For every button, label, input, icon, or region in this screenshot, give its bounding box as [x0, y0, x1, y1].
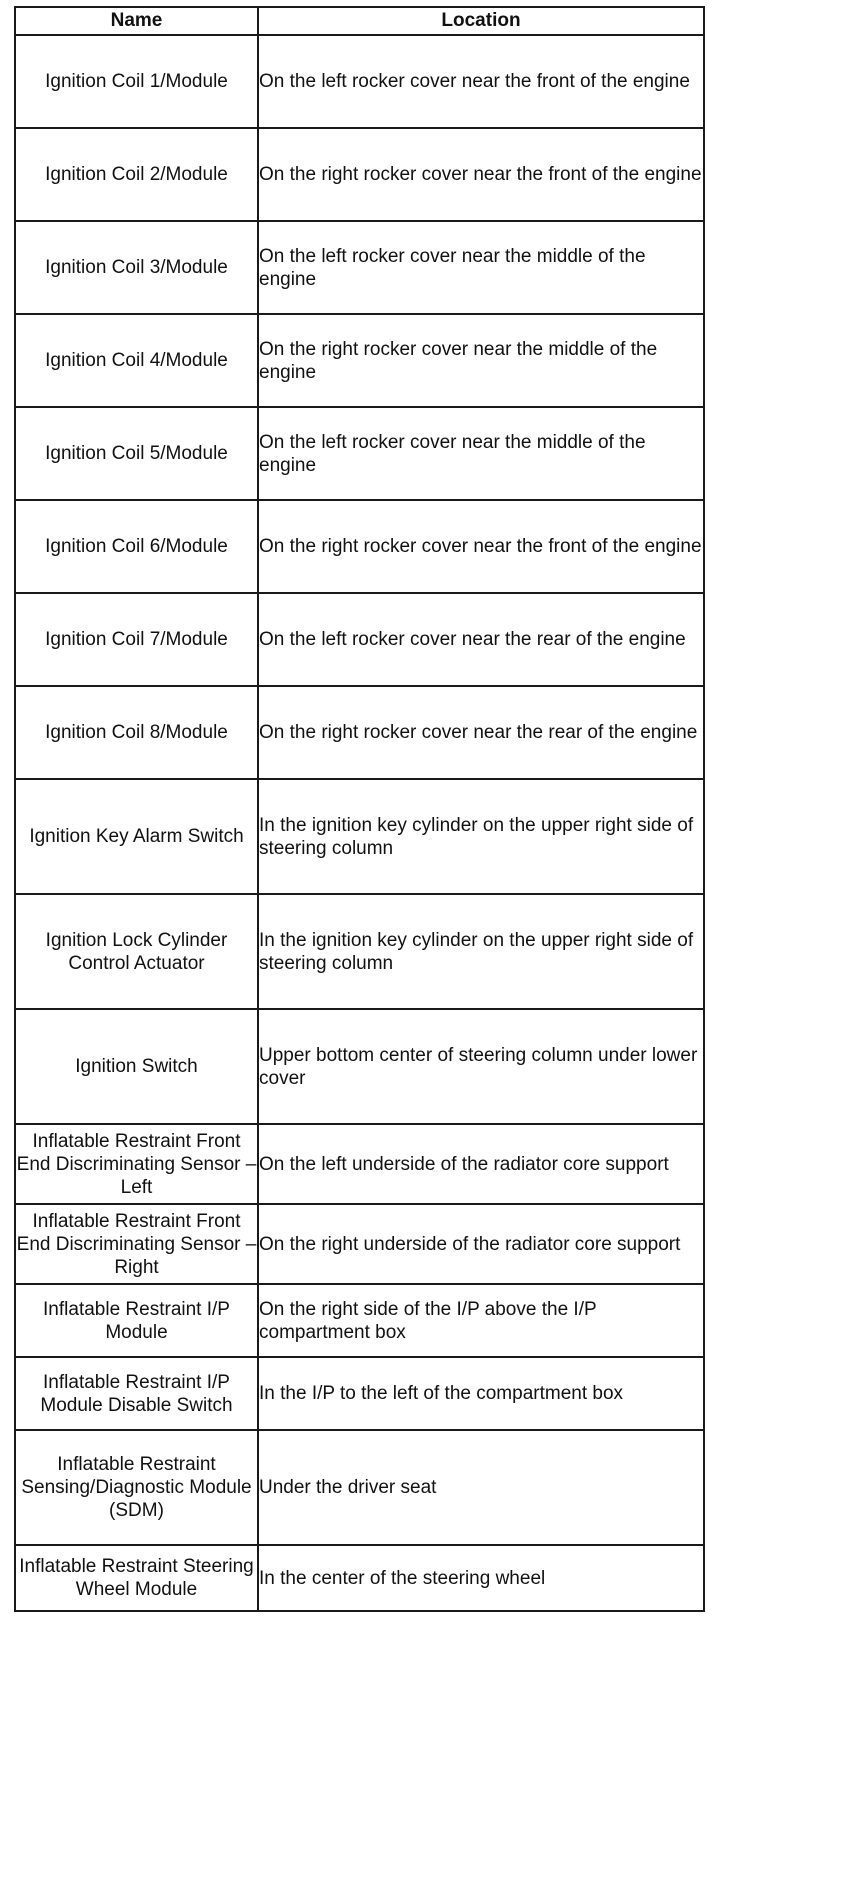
- component-name: Ignition Coil 8/Module: [15, 686, 258, 779]
- component-name: Ignition Coil 2/Module: [15, 128, 258, 221]
- table-row: [15, 1545, 704, 1611]
- table-row: [15, 1124, 704, 1204]
- component-name: Ignition Lock Cylinder Control Actuator: [15, 894, 258, 1009]
- component-location: On the right side of the I/P above the I/P compartment box: [258, 1284, 704, 1357]
- table-row: [15, 1357, 704, 1430]
- component-name: Ignition Coil 3/Module: [15, 221, 258, 314]
- component-name: Ignition Key Alarm Switch: [15, 779, 258, 894]
- column-header-name: Name: [15, 7, 258, 35]
- component-location: On the left rocker cover near the middle of the engine: [258, 407, 704, 500]
- component-location-sheet: [14, 6, 703, 1612]
- component-name: Inflatable Restraint I/P Module: [15, 1284, 258, 1357]
- component-location: On the left rocker cover near the rear of the engine: [258, 593, 704, 686]
- component-location: On the left rocker cover near the front of the engine: [258, 35, 704, 128]
- table-row: [15, 500, 704, 593]
- component-location: On the left rocker cover near the middle of the engine: [258, 221, 704, 314]
- table-header-row: [15, 7, 704, 35]
- table-row: [15, 779, 704, 894]
- component-name: Ignition Coil 5/Module: [15, 407, 258, 500]
- component-name: Ignition Coil 7/Module: [15, 593, 258, 686]
- component-name: Inflatable Restraint Sensing/Diagnostic Module (SDM): [15, 1430, 258, 1545]
- component-location: On the right rocker cover near the middle of the engine: [258, 314, 704, 407]
- table-row: [15, 1430, 704, 1545]
- component-name: Ignition Coil 1/Module: [15, 35, 258, 128]
- component-name: Inflatable Restraint I/P Module Disable Switch: [15, 1357, 258, 1430]
- column-header-location: Location: [258, 7, 704, 35]
- component-location: Under the driver seat: [258, 1430, 704, 1545]
- table-row: [15, 894, 704, 1009]
- component-location: In the I/P to the left of the compartment box: [258, 1357, 704, 1430]
- component-location: In the ignition key cylinder on the upper right side of steering column: [258, 779, 704, 894]
- table-row: [15, 593, 704, 686]
- component-location: On the left underside of the radiator core support: [258, 1124, 704, 1204]
- component-location: On the right underside of the radiator core support: [258, 1204, 704, 1284]
- component-location: In the ignition key cylinder on the upper right side of steering column: [258, 894, 704, 1009]
- component-location: On the right rocker cover near the front of the engine: [258, 500, 704, 593]
- table-row: [15, 128, 704, 221]
- table-row: [15, 35, 704, 128]
- component-name: Ignition Switch: [15, 1009, 258, 1124]
- component-name: Inflatable Restraint Front End Discriminating Sensor – Right: [15, 1204, 258, 1284]
- table-row: [15, 221, 704, 314]
- component-location: On the right rocker cover near the front of the engine: [258, 128, 704, 221]
- component-name: Inflatable Restraint Steering Wheel Module: [15, 1545, 258, 1611]
- table-row: [15, 1284, 704, 1357]
- component-location: Upper bottom center of steering column under lower cover: [258, 1009, 704, 1124]
- table-row: [15, 314, 704, 407]
- table-row: [15, 686, 704, 779]
- component-name: Inflatable Restraint Front End Discriminating Sensor – Left: [15, 1124, 258, 1204]
- component-location-table: [14, 6, 705, 1612]
- table-row: [15, 1009, 704, 1124]
- table-row: [15, 407, 704, 500]
- component-location: On the right rocker cover near the rear of the engine: [258, 686, 704, 779]
- table-row: [15, 1204, 704, 1284]
- component-name: Ignition Coil 6/Module: [15, 500, 258, 593]
- component-location: In the center of the steering wheel: [258, 1545, 704, 1611]
- component-name: Ignition Coil 4/Module: [15, 314, 258, 407]
